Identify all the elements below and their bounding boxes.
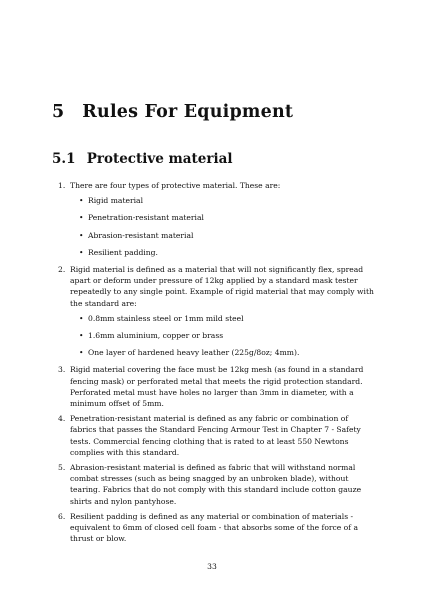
list-item-number: 5. bbox=[58, 463, 66, 473]
list-item-number: 6. bbox=[58, 511, 66, 521]
list-item-number: 1. bbox=[58, 181, 66, 190]
list-item bbox=[58, 264, 374, 358]
chapter-title: Rules For Equipment bbox=[82, 102, 294, 122]
bullet-item: • Rigid material bbox=[70, 195, 374, 206]
chapter-heading bbox=[52, 102, 293, 122]
list-item-number: 2. bbox=[58, 265, 66, 275]
list-item-text: Abrasion-resistant material is defined as fabric that will withstand normal combat stresses (such as being snagged by an unbroken blade), without tearing. Fabrics that do not comply with this standard include cotton gauze shirts and nylon pantyhose. bbox=[70, 463, 362, 506]
bullet-item: • One layer of hardened heavy leather (225g/8oz; 4mm). bbox=[70, 347, 374, 358]
list-item-number: 3. bbox=[58, 365, 66, 375]
bullet-item: • Penetration-resistant material bbox=[70, 212, 374, 223]
section-number: 5.1 bbox=[52, 151, 76, 167]
numbered-list bbox=[58, 180, 374, 544]
section-title: Protective material bbox=[86, 151, 233, 167]
body-text bbox=[58, 180, 374, 548]
list-item-text: Rigid material covering the face must be 12kg mesh (as found in a standard fencing mask) or perforated metal that meets the rigid protection standard. Perforated metal must have holes no larger than 3mm in diameter, with a minimum offset of 5mm. bbox=[70, 365, 364, 409]
list-item-number: 4. bbox=[58, 414, 66, 424]
list-item bbox=[58, 180, 374, 258]
list-item-text: Resilient padding is defined as any material or combination of materials - equivalent to 6mm of closed cell foam - that absorbs some of the force of a thrust or blow. bbox=[70, 511, 359, 544]
page-number: 33 bbox=[207, 562, 217, 571]
bullet-item: • Abrasion-resistant material bbox=[70, 230, 374, 241]
section-heading bbox=[52, 151, 233, 167]
list-item-text: Penetration-resistant material is defined as any fabric or combination of fabrics that passes the Standard Fencing Armour Test in Chapter 7 - Safety tests. Commercial fencing clothing that is rated to at least 550 Newtons complies with this standard. bbox=[70, 414, 361, 457]
list-item-text: Rigid material is defined as a material that will not significantly flex, spread apart or deform under pressure of 12kg applied by a standard mask tester repeatedly to any single point. Example of rigid material that may comply with the standard are: bbox=[70, 265, 374, 308]
bullet-list bbox=[70, 313, 374, 359]
list-item bbox=[58, 511, 374, 545]
bullet-item: • 1.6mm aluminium, copper or brass bbox=[70, 330, 374, 341]
bullet-item: • Resilient padding. bbox=[70, 247, 374, 258]
list-item bbox=[58, 413, 374, 458]
list-item bbox=[58, 364, 374, 409]
list-item-text: There are four types of protective material. These are: bbox=[70, 181, 281, 190]
chapter-number: 5 bbox=[52, 102, 65, 122]
list-item bbox=[58, 462, 374, 507]
bullet-list bbox=[70, 195, 374, 258]
bullet-item: • 0.8mm stainless steel or 1mm mild steel bbox=[70, 313, 374, 324]
